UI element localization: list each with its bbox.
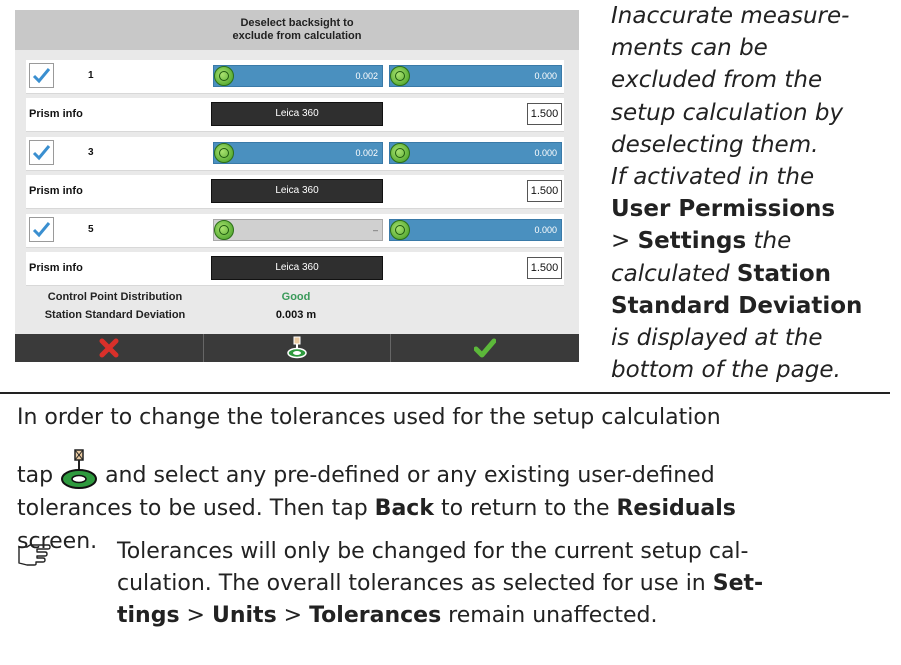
body-text: to return to the [433, 496, 617, 521]
ok-check-icon [474, 338, 496, 358]
side-line [611, 193, 899, 225]
level-icon [390, 143, 410, 163]
pointing-hand-icon [17, 543, 51, 571]
level-icon [214, 66, 234, 86]
point-index: 3 [88, 147, 94, 158]
side-description [611, 0, 899, 386]
backsight-checkbox-3[interactable] [29, 140, 54, 165]
side-line [611, 258, 899, 290]
side-line: Inaccurate measure- [611, 3, 850, 29]
user-permissions-term: User Permissions [611, 196, 836, 223]
checkmark-icon [32, 67, 51, 84]
body-text: and select any pre-defined or any existing user-defined [98, 463, 715, 488]
body-line: screen. [17, 529, 98, 554]
screen-header [15, 10, 579, 50]
residual-value: 0.000 [534, 225, 557, 235]
units-term: Units [211, 603, 277, 628]
residual-bar-hz [213, 142, 383, 164]
tolerance-station-icon [60, 460, 98, 492]
level-icon [214, 143, 234, 163]
point-index: 5 [88, 224, 94, 235]
residual-value: – [372, 225, 378, 235]
note-text: culation. The overall tolerances as selected for use in [117, 571, 713, 596]
residuals-term: Residuals [616, 496, 736, 521]
menu-separator: > [611, 228, 638, 255]
settings-term: Set- [712, 571, 764, 596]
reflector-height-field[interactable]: 1.500 [527, 103, 562, 125]
cancel-button[interactable] [15, 334, 204, 362]
prism-row-1 [26, 98, 564, 132]
prism-row-3 [26, 175, 564, 209]
residual-bar-hz [213, 65, 383, 87]
body-line [17, 493, 897, 525]
side-line: bottom of the page. [611, 357, 841, 384]
note-text: remain unaffected. [441, 603, 658, 628]
backsight-checkbox-1[interactable] [29, 63, 54, 88]
cancel-x-icon [98, 337, 120, 359]
note-line [117, 600, 897, 632]
softkey-bar [15, 334, 579, 362]
standard-deviation-term: Standard Deviation [611, 292, 863, 319]
body-text: tap [17, 463, 61, 488]
level-icon [390, 66, 410, 86]
prism-info-label: Prism info [29, 262, 83, 274]
reflector-height-field[interactable]: 1.500 [527, 180, 562, 202]
header-line-1: Deselect backsight to [240, 17, 354, 29]
std-dev-label: Station Standard Deviation [44, 309, 186, 321]
side-line: excluded from the [611, 67, 823, 94]
side-line [611, 290, 899, 322]
std-dev-value: 0.003 m [275, 309, 317, 321]
section-divider [0, 392, 890, 394]
prism-info-label: Prism info [29, 108, 83, 120]
side-text: the [746, 228, 792, 255]
tolerances-button[interactable] [204, 334, 391, 362]
backsight-row-3 [26, 137, 564, 171]
prism-selector[interactable]: Leica 360 [211, 102, 383, 126]
side-line: ments can be [611, 35, 768, 62]
station-tripod-icon [286, 336, 308, 360]
residual-value: 0.000 [534, 71, 557, 81]
prism-info-label: Prism info [29, 185, 83, 197]
checkmark-icon [32, 144, 51, 161]
level-icon [214, 220, 234, 240]
side-line: setup calculation by [611, 99, 844, 126]
side-line: If activated in the [611, 164, 815, 191]
backsight-row-5 [26, 214, 564, 248]
reflector-height-field[interactable]: 1.500 [527, 257, 562, 279]
ok-button[interactable] [391, 334, 579, 362]
prism-selector[interactable]: Leica 360 [211, 256, 383, 280]
header-line-2: exclude from calculation [232, 30, 362, 42]
backsight-row-1 [26, 60, 564, 94]
note-line: Tolerances will only be changed for the current setup cal- [117, 539, 749, 564]
body-line [17, 460, 897, 492]
control-point-label: Control Point Distribution [47, 291, 183, 303]
residual-value: 0.002 [355, 71, 378, 81]
station-term: Station [736, 260, 832, 287]
menu-separator: > [179, 603, 212, 628]
prism-row-5 [26, 252, 564, 286]
residual-value: 0.002 [355, 148, 378, 158]
settings-term: Settings [637, 228, 747, 255]
side-line: deselecting them. [611, 131, 819, 158]
note-line [117, 568, 897, 600]
device-screen [15, 10, 579, 362]
residual-bar-v [389, 219, 562, 241]
point-index: 1 [88, 70, 94, 81]
residual-bar-hz [213, 219, 383, 241]
residual-bar-v [389, 142, 562, 164]
backsight-checkbox-5[interactable] [29, 217, 54, 242]
residual-value: 0.000 [534, 148, 557, 158]
checkmark-icon [32, 221, 51, 238]
control-point-value: Good [281, 291, 311, 303]
body-line: In order to change the tolerances used for the setup calculation [17, 405, 721, 430]
tolerances-term: Tolerances [309, 603, 442, 628]
note-block [117, 536, 897, 632]
level-icon [390, 220, 410, 240]
prism-selector[interactable]: Leica 360 [211, 179, 383, 203]
body-text: tolerances to be used. Then tap [17, 496, 375, 521]
side-text: calculated [611, 260, 737, 287]
side-line [611, 225, 899, 257]
residual-bar-v [389, 65, 562, 87]
menu-separator: > [276, 603, 310, 628]
side-line: is displayed at the [611, 325, 823, 352]
settings-term: tings [117, 603, 180, 628]
back-term: Back [374, 496, 434, 521]
